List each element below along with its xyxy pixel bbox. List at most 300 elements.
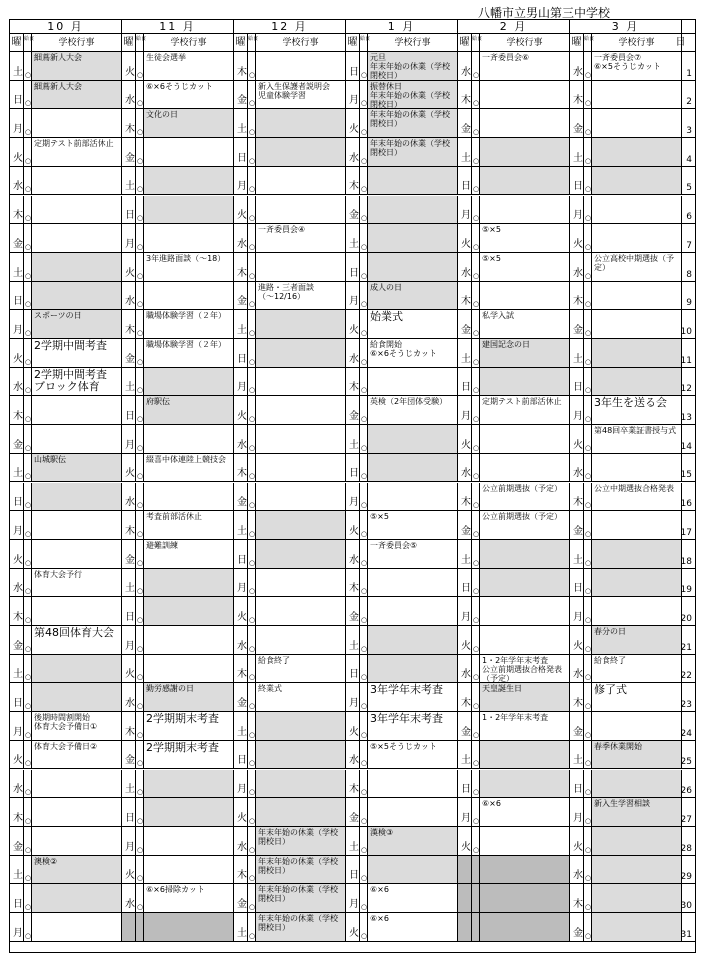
weekday-label: 金 xyxy=(237,898,247,910)
lunch-mark-cell xyxy=(24,626,32,655)
weekday-cell xyxy=(346,798,360,827)
lunch-mark: ○ xyxy=(137,386,144,395)
weekday-label: 土 xyxy=(573,755,583,767)
event-cell xyxy=(256,138,346,167)
lunch-mark: ○ xyxy=(25,70,32,79)
weekday-label: 水 xyxy=(461,267,471,279)
weekday-cell xyxy=(346,138,360,167)
weekday-cell xyxy=(234,540,248,569)
lunch-mark-cell xyxy=(584,109,592,138)
event-cell: 年末年始の休業（学校閉校日） xyxy=(368,109,458,138)
weekday-label: 火 xyxy=(349,324,359,336)
weekday-cell xyxy=(234,798,248,827)
event-cell: 春分の日 xyxy=(592,626,682,655)
weekday-cell xyxy=(570,52,584,81)
weekday-cell xyxy=(346,913,360,942)
weekday-label: 日 xyxy=(349,468,359,480)
weekday-cell xyxy=(122,483,136,512)
lunch-mark: ○ xyxy=(249,558,256,567)
weekday-cell xyxy=(10,626,24,655)
weekday-label: 日 xyxy=(349,870,359,882)
event-cell xyxy=(256,368,346,397)
day-number-cell xyxy=(666,741,695,770)
lunch-mark: ○ xyxy=(25,845,32,854)
lunch-mark: ○ xyxy=(473,644,480,653)
weekday-label: 火 xyxy=(573,841,583,853)
weekday-label: 金 xyxy=(125,554,135,566)
weekday-label: 木 xyxy=(573,296,583,308)
day-number: 17 xyxy=(680,527,692,538)
weekday-label: 月 xyxy=(461,611,471,623)
lunch-mark: ○ xyxy=(473,730,480,739)
weekday-label: 金 xyxy=(237,95,247,107)
lunch-mark-cell xyxy=(472,81,480,110)
event-cell: 年末年始の休業（学校閉校日） xyxy=(368,138,458,167)
lunch-mark: ○ xyxy=(25,501,32,510)
event-cell: 後期時間割開始 体育大会予備日① xyxy=(32,712,122,741)
event-cell: 2学期中間考査 ブロック体育 xyxy=(32,368,122,397)
event-cell xyxy=(480,770,570,799)
weekday-cell xyxy=(458,483,472,512)
lunch-mark-cell xyxy=(360,540,368,569)
weekday-cell xyxy=(458,339,472,368)
weekday-cell xyxy=(10,597,24,626)
day-number: 5 xyxy=(686,183,692,194)
weekday-cell xyxy=(346,339,360,368)
lunch-mark-cell xyxy=(360,655,368,684)
lunch-mark: ○ xyxy=(137,902,144,911)
weekday-cell xyxy=(234,310,248,339)
lunch-mark: ○ xyxy=(473,242,480,251)
day-number: 4 xyxy=(686,154,692,165)
weekday-cell xyxy=(346,52,360,81)
event-cell: 2学期中間考査 xyxy=(32,339,122,368)
weekday-label: 火 xyxy=(13,353,23,365)
lunch-mark: ○ xyxy=(473,615,480,624)
weekday-col-header: 曜 xyxy=(458,34,472,52)
event-cell: 始業式 xyxy=(368,310,458,339)
lunch-mark: ○ xyxy=(361,128,368,137)
school-name: 八幡市立男山第三中学校 xyxy=(478,6,611,20)
lunch-mark-cell xyxy=(472,827,480,856)
lunch-mark: ○ xyxy=(585,529,592,538)
lunch-mark: ○ xyxy=(361,443,368,452)
weekday-label: 月 xyxy=(237,583,247,595)
weekday-cell xyxy=(570,511,584,540)
lunch-mark: ○ xyxy=(137,415,144,424)
lunch-mark: ○ xyxy=(137,70,144,79)
event-cell xyxy=(144,368,234,397)
weekday-label: 火 xyxy=(349,525,359,537)
weekday-cell xyxy=(458,856,472,885)
weekday-cell xyxy=(458,196,472,225)
weekday-label: 月 xyxy=(573,812,583,824)
weekday-cell xyxy=(122,339,136,368)
weekday-cell xyxy=(122,253,136,282)
lunch-mark: ○ xyxy=(249,644,256,653)
weekday-label: 日 xyxy=(237,152,247,164)
lunch-mark: ○ xyxy=(473,185,480,194)
day-number-cell xyxy=(666,52,695,81)
month-header: 12 月 xyxy=(234,20,346,34)
event-cell xyxy=(480,741,570,770)
weekday-label: 木 xyxy=(573,497,583,509)
weekday-cell xyxy=(458,741,472,770)
weekday-label: 金 xyxy=(13,238,23,250)
day-number: 6 xyxy=(686,212,692,223)
event-cell xyxy=(256,310,346,339)
weekday-cell xyxy=(122,310,136,339)
weekday-label: 金 xyxy=(237,497,247,509)
weekday-label: 日 xyxy=(573,181,583,193)
lunch-mark: ○ xyxy=(137,99,144,108)
event-cell: 職場体験学習（２年） xyxy=(144,310,234,339)
lunch-mark: ○ xyxy=(361,415,368,424)
lunch-mark-cell xyxy=(360,52,368,81)
event-cell xyxy=(368,454,458,483)
lunch-mark: ○ xyxy=(137,472,144,481)
weekday-cell xyxy=(122,540,136,569)
day-number-cell xyxy=(666,798,695,827)
lunch-mark-cell xyxy=(136,282,144,311)
lunch-mark-cell xyxy=(472,712,480,741)
weekday-cell xyxy=(570,167,584,196)
weekday-cell xyxy=(570,396,584,425)
lunch-mark-cell xyxy=(472,626,480,655)
event-cell xyxy=(480,109,570,138)
lunch-mark: ○ xyxy=(25,702,32,711)
lunch-mark-cell xyxy=(24,339,32,368)
weekday-cell xyxy=(570,913,584,942)
weekday-cell xyxy=(570,253,584,282)
event-cell: 第48回卒業証書授与式 xyxy=(592,425,682,454)
weekday-label: 日 xyxy=(125,611,135,623)
event-cell: 給食開始 ⑥×6そうじカット xyxy=(368,339,458,368)
weekday-label: 土 xyxy=(125,583,135,595)
lunch-mark: ○ xyxy=(585,587,592,596)
event-cell xyxy=(368,167,458,196)
weekday-label: 月 xyxy=(573,411,583,423)
lunch-mark-cell xyxy=(584,827,592,856)
weekday-cell xyxy=(234,196,248,225)
lunch-col-header: 給食 xyxy=(136,34,144,52)
event-cell: 体育大会予行 xyxy=(32,569,122,598)
event-cell xyxy=(256,569,346,598)
event-cell xyxy=(368,224,458,253)
lunch-mark: ○ xyxy=(137,501,144,510)
weekday-cell xyxy=(458,282,472,311)
event-cell: 細蔦新人大会 xyxy=(32,81,122,110)
lunch-col-header: 給食 xyxy=(584,34,592,52)
lunch-mark: ○ xyxy=(137,673,144,682)
weekday-label: 木 xyxy=(125,124,135,136)
weekday-cell xyxy=(458,655,472,684)
lunch-mark-cell xyxy=(360,282,368,311)
lunch-mark-cell xyxy=(472,109,480,138)
event-cell: 府駅伝 xyxy=(144,396,234,425)
weekday-cell xyxy=(234,683,248,712)
lunch-mark-cell xyxy=(360,798,368,827)
day-number-cell xyxy=(666,109,695,138)
lunch-mark-cell xyxy=(136,827,144,856)
lunch-mark: ○ xyxy=(361,788,368,797)
lunch-mark-cell xyxy=(584,884,592,913)
weekday-label: 木 xyxy=(573,898,583,910)
weekday-label: 金 xyxy=(349,411,359,423)
lunch-mark-cell xyxy=(136,770,144,799)
lunch-mark: ○ xyxy=(249,788,256,797)
event-cell: 2学期期末考査 xyxy=(144,712,234,741)
weekday-cell xyxy=(234,913,248,942)
lunch-mark: ○ xyxy=(585,702,592,711)
weekday-label: 木 xyxy=(13,812,23,824)
lunch-mark: ○ xyxy=(361,99,368,108)
event-cell xyxy=(144,569,234,598)
lunch-mark: ○ xyxy=(137,759,144,768)
weekday-cell xyxy=(346,167,360,196)
weekday-cell xyxy=(570,81,584,110)
weekday-label: 土 xyxy=(461,353,471,365)
event-cell: ⑤×5 xyxy=(368,511,458,540)
lunch-mark-cell xyxy=(248,396,256,425)
weekday-cell xyxy=(234,339,248,368)
event-cell: 定期テスト前部活休止 xyxy=(480,396,570,425)
event-cell xyxy=(480,913,570,942)
weekday-label: 日 xyxy=(461,784,471,796)
event-cell: 職場体験学習（２年） xyxy=(144,339,234,368)
weekday-cell xyxy=(458,253,472,282)
day-number: 20 xyxy=(680,613,692,624)
event-cell: ⑤×5 xyxy=(480,224,570,253)
lunch-mark-cell xyxy=(472,52,480,81)
lunch-mark-cell xyxy=(248,196,256,225)
lunch-mark: ○ xyxy=(25,443,32,452)
lunch-mark-cell xyxy=(24,196,32,225)
weekday-cell xyxy=(346,569,360,598)
lunch-mark: ○ xyxy=(25,99,32,108)
day-number-cell xyxy=(666,339,695,368)
event-cell xyxy=(32,196,122,225)
weekday-label: 日 xyxy=(237,353,247,365)
lunch-mark-cell xyxy=(472,511,480,540)
weekday-label: 木 xyxy=(13,411,23,423)
weekday-label: 日 xyxy=(573,784,583,796)
weekday-cell xyxy=(10,196,24,225)
lunch-mark: ○ xyxy=(137,788,144,797)
weekday-label: 木 xyxy=(125,726,135,738)
lunch-mark: ○ xyxy=(585,902,592,911)
lunch-mark: ○ xyxy=(25,386,32,395)
lunch-mark: ○ xyxy=(25,357,32,366)
lunch-mark-cell xyxy=(472,683,480,712)
weekday-label: 火 xyxy=(461,640,471,652)
weekday-cell xyxy=(122,368,136,397)
lunch-mark-cell xyxy=(136,339,144,368)
lunch-mark-cell xyxy=(360,167,368,196)
weekday-cell xyxy=(570,597,584,626)
lunch-mark: ○ xyxy=(25,902,32,911)
day-number: 31 xyxy=(680,929,692,940)
lunch-mark: ○ xyxy=(249,816,256,825)
weekday-label: 日 xyxy=(573,583,583,595)
weekday-cell xyxy=(234,712,248,741)
lunch-mark-cell xyxy=(472,167,480,196)
lunch-mark: ○ xyxy=(473,558,480,567)
lunch-mark-cell xyxy=(360,856,368,885)
lunch-mark: ○ xyxy=(25,415,32,424)
lunch-mark: ○ xyxy=(249,357,256,366)
weekday-cell xyxy=(570,741,584,770)
weekday-cell xyxy=(122,655,136,684)
weekday-cell xyxy=(234,569,248,598)
event-cell xyxy=(256,597,346,626)
weekday-cell xyxy=(570,856,584,885)
day-number-cell xyxy=(666,683,695,712)
lunch-mark-cell xyxy=(136,655,144,684)
weekday-label: 月 xyxy=(125,238,135,250)
lunch-mark-cell xyxy=(584,282,592,311)
weekday-cell xyxy=(458,626,472,655)
weekday-col-header: 曜 xyxy=(10,34,24,52)
lunch-mark-cell xyxy=(136,798,144,827)
weekday-cell xyxy=(570,425,584,454)
event-cell xyxy=(368,483,458,512)
weekday-label: 水 xyxy=(125,497,135,509)
weekday-label: 日 xyxy=(13,698,23,710)
weekday-label: 土 xyxy=(125,382,135,394)
event-cell: 3年進路面談（〜18） xyxy=(144,253,234,282)
weekday-label: 日 xyxy=(349,669,359,681)
event-cell xyxy=(32,540,122,569)
lunch-mark: ○ xyxy=(473,472,480,481)
lunch-mark-cell xyxy=(248,913,256,942)
lunch-mark-cell xyxy=(24,655,32,684)
lunch-mark: ○ xyxy=(249,730,256,739)
weekday-cell xyxy=(10,770,24,799)
lunch-mark-cell xyxy=(136,425,144,454)
lunch-mark-cell xyxy=(360,511,368,540)
weekday-cell xyxy=(570,683,584,712)
day-col-header: 日 xyxy=(666,34,695,52)
lunch-mark-cell xyxy=(24,856,32,885)
weekday-cell xyxy=(10,683,24,712)
weekday-label: 月 xyxy=(13,927,23,939)
weekday-label: 水 xyxy=(461,66,471,78)
lunch-mark: ○ xyxy=(249,874,256,883)
day-number: 28 xyxy=(680,843,692,854)
weekday-cell xyxy=(122,683,136,712)
weekday-label: 水 xyxy=(461,669,471,681)
lunch-mark: ○ xyxy=(473,529,480,538)
lunch-mark-cell xyxy=(248,540,256,569)
event-cell: 給食終了 xyxy=(256,655,346,684)
weekday-cell xyxy=(346,856,360,885)
weekday-label: 土 xyxy=(349,640,359,652)
weekday-cell xyxy=(458,913,472,942)
event-cell: 春季休業開始 xyxy=(592,741,682,770)
weekday-cell xyxy=(122,597,136,626)
lunch-mark-cell xyxy=(248,511,256,540)
weekday-cell xyxy=(234,224,248,253)
weekday-cell xyxy=(122,511,136,540)
lunch-mark-cell xyxy=(472,253,480,282)
lunch-mark-cell xyxy=(24,741,32,770)
weekday-cell xyxy=(570,310,584,339)
weekday-cell xyxy=(570,712,584,741)
lunch-mark-cell xyxy=(24,884,32,913)
lunch-mark-cell xyxy=(584,454,592,483)
lunch-mark: ○ xyxy=(585,99,592,108)
weekday-col-header: 曜 xyxy=(346,34,360,52)
weekday-cell xyxy=(570,339,584,368)
lunch-mark-cell xyxy=(24,368,32,397)
lunch-mark-cell xyxy=(136,224,144,253)
weekday-cell xyxy=(234,253,248,282)
day-number: 18 xyxy=(680,556,692,567)
weekday-cell xyxy=(10,827,24,856)
lunch-mark: ○ xyxy=(249,300,256,309)
month-header: 11 月 xyxy=(122,20,234,34)
weekday-label: 日 xyxy=(349,267,359,279)
lunch-mark-cell xyxy=(360,626,368,655)
event-cell xyxy=(144,483,234,512)
weekday-cell xyxy=(346,683,360,712)
weekday-cell xyxy=(122,396,136,425)
weekday-cell xyxy=(458,683,472,712)
day-number-cell xyxy=(666,253,695,282)
weekday-label: 土 xyxy=(13,267,23,279)
event-cell xyxy=(368,253,458,282)
lunch-mark-cell xyxy=(584,138,592,167)
weekday-cell xyxy=(458,224,472,253)
lunch-mark: ○ xyxy=(249,759,256,768)
day-number: 16 xyxy=(680,499,692,510)
lunch-mark: ○ xyxy=(361,730,368,739)
weekday-label: 金 xyxy=(573,525,583,537)
weekday-label: 水 xyxy=(461,468,471,480)
lunch-mark-cell xyxy=(136,138,144,167)
day-number-cell xyxy=(666,884,695,913)
day-number-cell xyxy=(666,368,695,397)
lunch-mark: ○ xyxy=(361,931,368,940)
lunch-mark-cell xyxy=(248,856,256,885)
event-cell: 新入生保護者説明会 児童体験学習 xyxy=(256,81,346,110)
lunch-mark: ○ xyxy=(25,271,32,280)
weekday-cell xyxy=(346,540,360,569)
lunch-mark-cell xyxy=(24,425,32,454)
lunch-mark-cell xyxy=(360,712,368,741)
weekday-label: 日 xyxy=(461,583,471,595)
weekday-cell xyxy=(234,109,248,138)
annual-calendar-grid xyxy=(9,19,696,953)
lunch-mark: ○ xyxy=(25,242,32,251)
weekday-cell xyxy=(458,712,472,741)
lunch-mark-cell xyxy=(136,856,144,885)
weekday-cell xyxy=(122,425,136,454)
day-number: 12 xyxy=(680,384,692,395)
event-cell: 終業式 xyxy=(256,683,346,712)
lunch-mark-cell xyxy=(584,368,592,397)
lunch-mark: ○ xyxy=(137,644,144,653)
event-cell xyxy=(32,109,122,138)
lunch-mark: ○ xyxy=(473,99,480,108)
lunch-mark: ○ xyxy=(25,931,32,940)
lunch-mark-cell xyxy=(24,109,32,138)
day-number-cell xyxy=(666,913,695,942)
weekday-label: 火 xyxy=(13,755,23,767)
weekday-cell xyxy=(10,368,24,397)
event-cell xyxy=(480,827,570,856)
